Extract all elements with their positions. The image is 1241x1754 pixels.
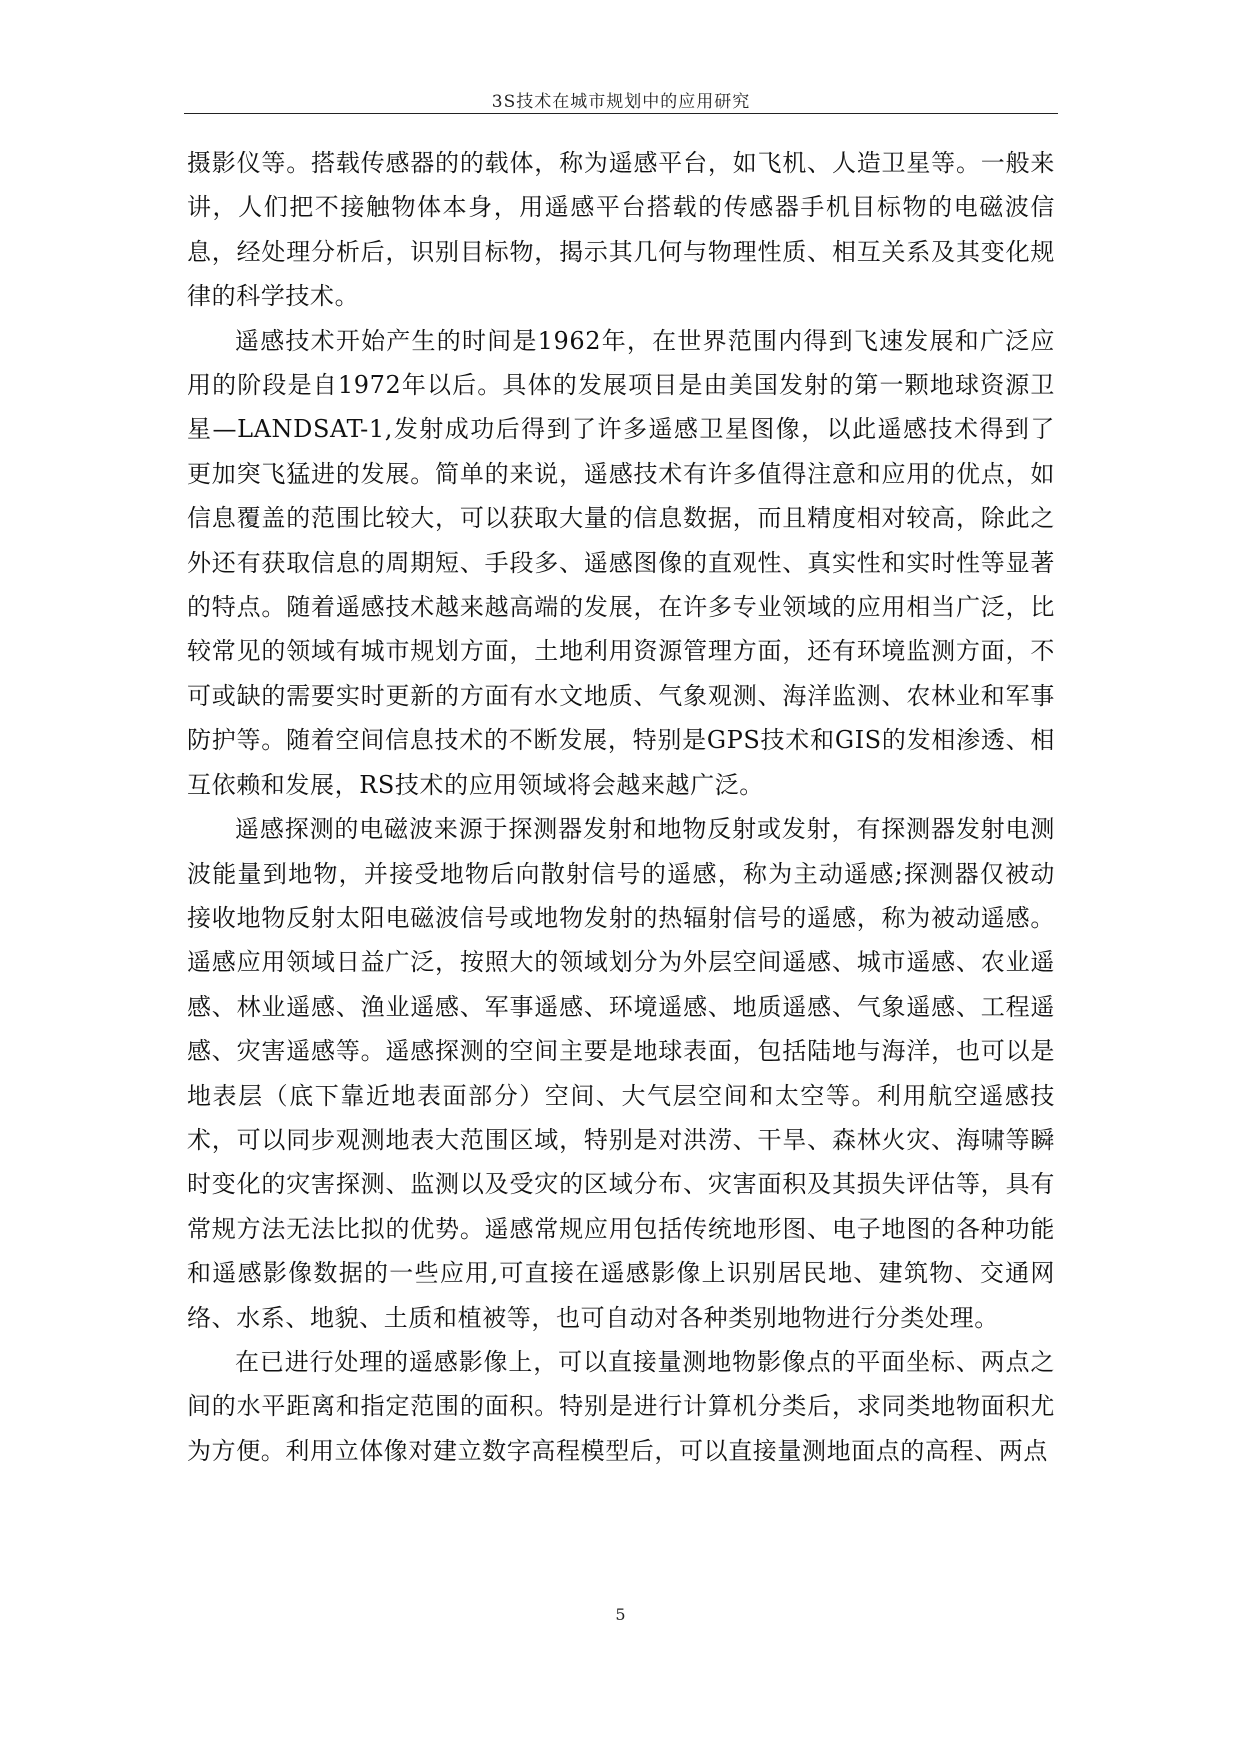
paragraph-3: 遥感探测的电磁波来源于探测器发射和地物反射或发射，有探测器发射电测波能量到地物，并接受地物后向散射信号的遥感，称为主动遥感;探测器仅被动接收地物反射太阳电磁波信号或地物发射的热辐射信号的遥感，称为被动遥感。遥感应用领域日益广泛，按照大的领域划分为外层空间遥感、城市遥感、农业遥感、林业遥感、渔业遥感、军事遥感、环境遥感、地质遥感、气象遥感、工程遥感、灾害遥感等。遥感探测的空间主要是地球表面，包括陆地与海洋，也可以是地表层（底下靠近地表面部分）空间、大气层空间和太空等。利用航空遥感技术，可以同步观测地表大范围区域，特别是对洪涝、干旱、森林火灾、海啸等瞬时变化的灾害探测、监测以及受灾的区域分布、灾害面积及其损失评估等，具有常规方法无法比拟的优势。遥感常规应用包括传统地形图、电子地图的各种功能和遥感影像数据的一些应用,可直接在遥感影像上识别居民地、建筑物、交通网络、水系、地貌、土质和植被等，也可自动对各种类别地物进行分类处理。 [187,815,1055,1332]
body-text [187,141,1055,1473]
header-divider [184,113,1058,114]
paragraph-4: 在已进行处理的遥感影像上，可以直接量测地物影像点的平面坐标、两点之间的水平距离和指定范围的面积。特别是进行计算机分类后，求同类地物面积尤为方便。利用立体像对建立数字高程模型后，可以直接量测地面点的高程、两点 [187,1347,1055,1465]
page-number: 5 [615,1605,626,1624]
paragraph-1: 摄影仪等。搭载传感器的的载体，称为遥感平台，如飞机、人造卫星等。一般来讲，人们把不接触物体本身，用遥感平台搭载的传感器手机目标物的电磁波信息，经处理分析后，识别目标物，揭示其几何与物理性质、相互关系及其变化规律的科学技术。 [187,149,1055,311]
page-header-title: 3S技术在城市规划中的应用研究 [491,92,751,112]
paragraph-2: 遥感技术开始产生的时间是1962年，在世界范围内得到飞速发展和广泛应用的阶段是自1972年以后。具体的发展项目是由美国发射的第一颗地球资源卫星—LANDSAT-1,发射成功后得到了许多遥感卫星图像，以此遥感技术得到了更加突飞猛进的发展。简单的来说，遥感技术有许多值得注意和应用的优点，如信息覆盖的范围比较大，可以获取大量的信息数据，而且精度相对较高，除此之外还有获取信息的周期短、手段多、遥感图像的直观性、真实性和实时性等显著的特点。随着遥感技术越来越高端的发展，在许多专业领域的应用相当广泛，比较常见的领域有城市规划方面，土地利用资源管理方面，还有环境监测方面，不可或缺的需要实时更新的方面有水文地质、气象观测、海洋监测、农林业和军事防护等。随着空间信息技术的不断发展，特别是GPS技术和GIS的发相渗透、相互依赖和发展，RS技术的应用领域将会越来越广泛。 [187,326,1055,799]
